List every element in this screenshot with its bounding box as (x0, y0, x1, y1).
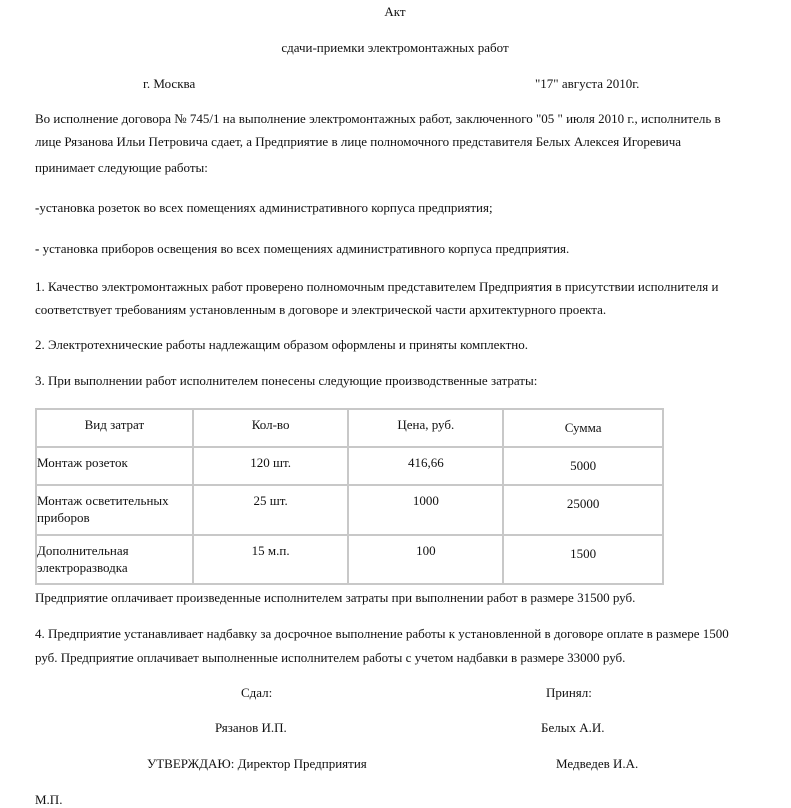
cell-name: Монтаж розеток (36, 447, 193, 485)
clause-2: 2. Электротехнические работы надлежащим образом оформлены и приняты комплектно. (35, 337, 528, 352)
date: "17" августа 2010г. (535, 76, 640, 91)
dash-bullet: - (35, 200, 40, 215)
cell-price: 1000 (348, 485, 503, 535)
header-sum: Сумма (503, 409, 663, 447)
accepted-label: Принял: (546, 685, 592, 700)
accepted-name: Белых А.И. (541, 720, 605, 735)
work-item-text: установка розеток во всех помещениях административного корпуса предприятия; (39, 200, 493, 215)
intro-line-3: принимает следующие работы: (35, 160, 208, 175)
cell-name: Дополнительная электроразводка (36, 535, 193, 584)
handed-label: Сдал: (241, 685, 273, 700)
header-price: Цена, руб. (348, 409, 503, 447)
stamp-label: М.П. (35, 792, 63, 807)
cell-name: Монтаж осветительных приборов (36, 485, 193, 535)
work-item-2 (35, 241, 569, 257)
city: г. Москва (143, 76, 196, 91)
payment-text: Предприятие оплачивает произведенные исполнителем затраты при выполнении работ в размере 31500 руб. (35, 590, 636, 605)
document-subtitle: сдачи-приемки электромонтажных работ (281, 40, 509, 55)
table-row (36, 447, 663, 485)
table-header-row (36, 409, 663, 447)
dash-bullet: - (35, 241, 40, 256)
clause-4-line-1: 4. Предприятие устанавливает надбавку за досрочное выполнение работы к установленной в договоре оплате в размере 1500 (35, 626, 729, 641)
table-row (36, 535, 663, 584)
clause-1-line-2: соответствует требованиям установленным в договоре и электрической части архитектурного проекта. (35, 302, 607, 317)
costs-table (35, 408, 664, 585)
cell-sum: 1500 (503, 535, 663, 584)
clause-4-line-2: руб. Предприятие оплачивает выполненные исполнителем работы с учетом надбавки в размере 33000 руб. (35, 650, 626, 665)
clause-1-line-1: 1. Качество электромонтажных работ проверено полномочным представителем Предприятия в присутствии исполнителя и (35, 279, 719, 294)
cell-price: 100 (348, 535, 503, 584)
director-name: Медведев И.А. (556, 756, 639, 771)
cell-sum: 25000 (503, 485, 663, 535)
cell-quantity: 25 шт. (193, 485, 349, 535)
intro-line-1: Во исполнение договора № 745/1 на выполнение электромонтажных работ, заключенного "05 " июля 2010 г., исполнитель в (35, 111, 721, 126)
table-row (36, 485, 663, 535)
document-title: Акт (384, 4, 406, 19)
cell-quantity: 15 м.п. (193, 535, 349, 584)
header-cost-type: Вид затрат (36, 409, 193, 447)
header-quantity: Кол-во (193, 409, 349, 447)
approve-label: УТВЕРЖДАЮ: Директор Предприятия (147, 756, 367, 771)
cell-quantity: 120 шт. (193, 447, 349, 485)
cell-sum: 5000 (503, 447, 663, 485)
work-item-1 (35, 200, 493, 216)
handed-name: Рязанов И.П. (215, 720, 287, 735)
intro-line-2: лице Рязанова Ильи Петровича сдает, а Предприятие в лице полномочного представителя Белых Алексея Игоревича (35, 134, 682, 149)
cell-price: 416,66 (348, 447, 503, 485)
clause-3: 3. При выполнении работ исполнителем понесены следующие производственные затраты: (35, 373, 538, 388)
work-item-text: установка приборов освещения во всех помещениях административного корпуса предприятия. (39, 241, 570, 256)
